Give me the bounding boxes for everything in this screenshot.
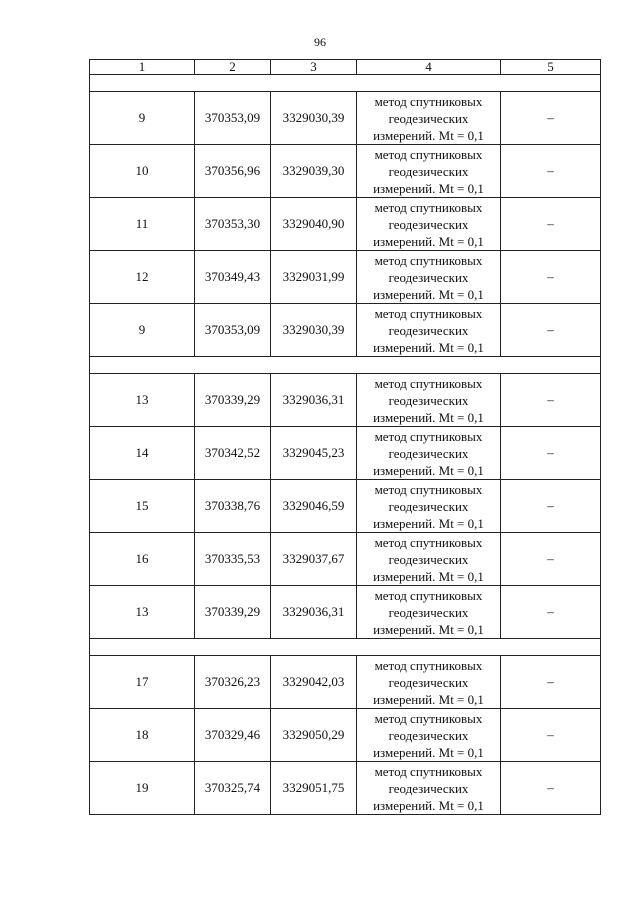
table-body (90, 75, 601, 815)
page-number: 96 (314, 35, 326, 49)
method-line: геодезических (388, 674, 469, 690)
table-row (90, 427, 601, 480)
note-cell: – (501, 251, 601, 304)
table-row (90, 533, 601, 586)
group-separator-row (90, 357, 601, 374)
method-cell (357, 533, 501, 586)
method-cell (357, 251, 501, 304)
x-coordinate-cell: 370349,43 (195, 251, 271, 304)
table-row (90, 762, 601, 815)
group-separator-cell (90, 357, 601, 374)
method-cell (357, 427, 501, 480)
note-cell: – (501, 586, 601, 639)
method-cell (357, 92, 501, 145)
method-line: геодезических (388, 604, 469, 620)
point-number-cell: 13 (90, 374, 195, 427)
method-line: метод спутниковых (374, 481, 483, 497)
note-cell: – (501, 92, 601, 145)
method-cell (357, 374, 501, 427)
x-coordinate-cell: 370335,53 (195, 533, 271, 586)
method-line: геодезических (388, 322, 469, 338)
x-coordinate-cell: 370329,46 (195, 709, 271, 762)
table-header-row (90, 60, 601, 75)
y-coordinate-cell: 3329030,39 (271, 92, 357, 145)
x-coordinate-cell: 370356,96 (195, 145, 271, 198)
table-row (90, 656, 601, 709)
method-line: геодезических (388, 163, 469, 179)
point-number-cell: 16 (90, 533, 195, 586)
method-line: метод спутниковых (374, 534, 483, 550)
note-cell: – (501, 480, 601, 533)
table-row (90, 304, 601, 357)
method-line: метод спутниковых (374, 710, 483, 726)
note-cell: – (501, 145, 601, 198)
x-coordinate-cell: 370353,09 (195, 92, 271, 145)
point-number-cell: 15 (90, 480, 195, 533)
x-coordinate-cell: 370339,29 (195, 586, 271, 639)
point-number-cell: 9 (90, 92, 195, 145)
y-coordinate-cell: 3329051,75 (271, 762, 357, 815)
y-coordinate-cell: 3329036,31 (271, 586, 357, 639)
table-row (90, 145, 601, 198)
table-row (90, 251, 601, 304)
method-line: геодезических (388, 551, 469, 567)
point-number-cell: 14 (90, 427, 195, 480)
column-header: 1 (90, 60, 195, 75)
method-line: геодезических (388, 780, 469, 796)
note-cell: – (501, 304, 601, 357)
group-separator-row (90, 639, 601, 656)
method-line: измерений. Mt = 0,1 (373, 691, 484, 707)
note-cell: – (501, 427, 601, 480)
method-cell (357, 709, 501, 762)
method-line: измерений. Mt = 0,1 (373, 339, 484, 355)
point-number-cell: 18 (90, 709, 195, 762)
group-separator-cell (90, 639, 601, 656)
x-coordinate-cell: 370353,30 (195, 198, 271, 251)
method-cell (357, 762, 501, 815)
y-coordinate-cell: 3329042,03 (271, 656, 357, 709)
table-row (90, 198, 601, 251)
table-row (90, 480, 601, 533)
y-coordinate-cell: 3329036,31 (271, 374, 357, 427)
method-line: метод спутниковых (374, 146, 483, 162)
x-coordinate-cell: 370338,76 (195, 480, 271, 533)
method-line: метод спутниковых (374, 252, 483, 268)
group-separator-row (90, 75, 601, 92)
column-header: 2 (195, 60, 271, 75)
method-line: метод спутниковых (374, 199, 483, 215)
method-cell (357, 198, 501, 251)
method-cell (357, 145, 501, 198)
note-cell: – (501, 656, 601, 709)
method-line: измерений. Mt = 0,1 (373, 409, 484, 425)
note-cell: – (501, 533, 601, 586)
note-cell: – (501, 374, 601, 427)
method-line: измерений. Mt = 0,1 (373, 744, 484, 760)
method-line: измерений. Mt = 0,1 (373, 462, 484, 478)
method-line: метод спутниковых (374, 428, 483, 444)
method-line: геодезических (388, 445, 469, 461)
method-line: метод спутниковых (374, 763, 483, 779)
method-line: геодезических (388, 216, 469, 232)
method-cell (357, 304, 501, 357)
point-number-cell: 10 (90, 145, 195, 198)
method-line: геодезических (388, 110, 469, 126)
point-number-cell: 9 (90, 304, 195, 357)
point-number-cell: 17 (90, 656, 195, 709)
y-coordinate-cell: 3329030,39 (271, 304, 357, 357)
y-coordinate-cell: 3329046,59 (271, 480, 357, 533)
method-cell (357, 480, 501, 533)
column-header: 5 (501, 60, 601, 75)
x-coordinate-cell: 370339,29 (195, 374, 271, 427)
method-line: метод спутниковых (374, 375, 483, 391)
method-cell (357, 586, 501, 639)
x-coordinate-cell: 370353,09 (195, 304, 271, 357)
method-line: метод спутниковых (374, 587, 483, 603)
column-header: 3 (271, 60, 357, 75)
table-row (90, 586, 601, 639)
point-number-cell: 13 (90, 586, 195, 639)
group-separator-cell (90, 75, 601, 92)
method-line: метод спутниковых (374, 305, 483, 321)
x-coordinate-cell: 370342,52 (195, 427, 271, 480)
method-line: измерений. Mt = 0,1 (373, 797, 484, 813)
table-row (90, 709, 601, 762)
method-cell (357, 656, 501, 709)
y-coordinate-cell: 3329031,99 (271, 251, 357, 304)
table-row (90, 374, 601, 427)
method-line: измерений. Mt = 0,1 (373, 621, 484, 637)
method-line: измерений. Mt = 0,1 (373, 233, 484, 249)
y-coordinate-cell: 3329050,29 (271, 709, 357, 762)
method-line: метод спутниковых (374, 657, 483, 673)
method-line: измерений. Mt = 0,1 (373, 127, 484, 143)
y-coordinate-cell: 3329037,67 (271, 533, 357, 586)
note-cell: – (501, 709, 601, 762)
x-coordinate-cell: 370326,23 (195, 656, 271, 709)
point-number-cell: 12 (90, 251, 195, 304)
y-coordinate-cell: 3329039,30 (271, 145, 357, 198)
point-number-cell: 11 (90, 198, 195, 251)
note-cell: – (501, 198, 601, 251)
coordinates-table (89, 59, 601, 815)
method-line: измерений. Mt = 0,1 (373, 515, 484, 531)
method-line: геодезических (388, 498, 469, 514)
note-cell: – (501, 762, 601, 815)
y-coordinate-cell: 3329040,90 (271, 198, 357, 251)
method-line: измерений. Mt = 0,1 (373, 180, 484, 196)
method-line: измерений. Mt = 0,1 (373, 286, 484, 302)
method-line: геодезических (388, 727, 469, 743)
table-row (90, 92, 601, 145)
point-number-cell: 19 (90, 762, 195, 815)
column-header: 4 (357, 60, 501, 75)
y-coordinate-cell: 3329045,23 (271, 427, 357, 480)
method-line: геодезических (388, 392, 469, 408)
method-line: геодезических (388, 269, 469, 285)
x-coordinate-cell: 370325,74 (195, 762, 271, 815)
method-line: измерений. Mt = 0,1 (373, 568, 484, 584)
method-line: метод спутниковых (374, 93, 483, 109)
